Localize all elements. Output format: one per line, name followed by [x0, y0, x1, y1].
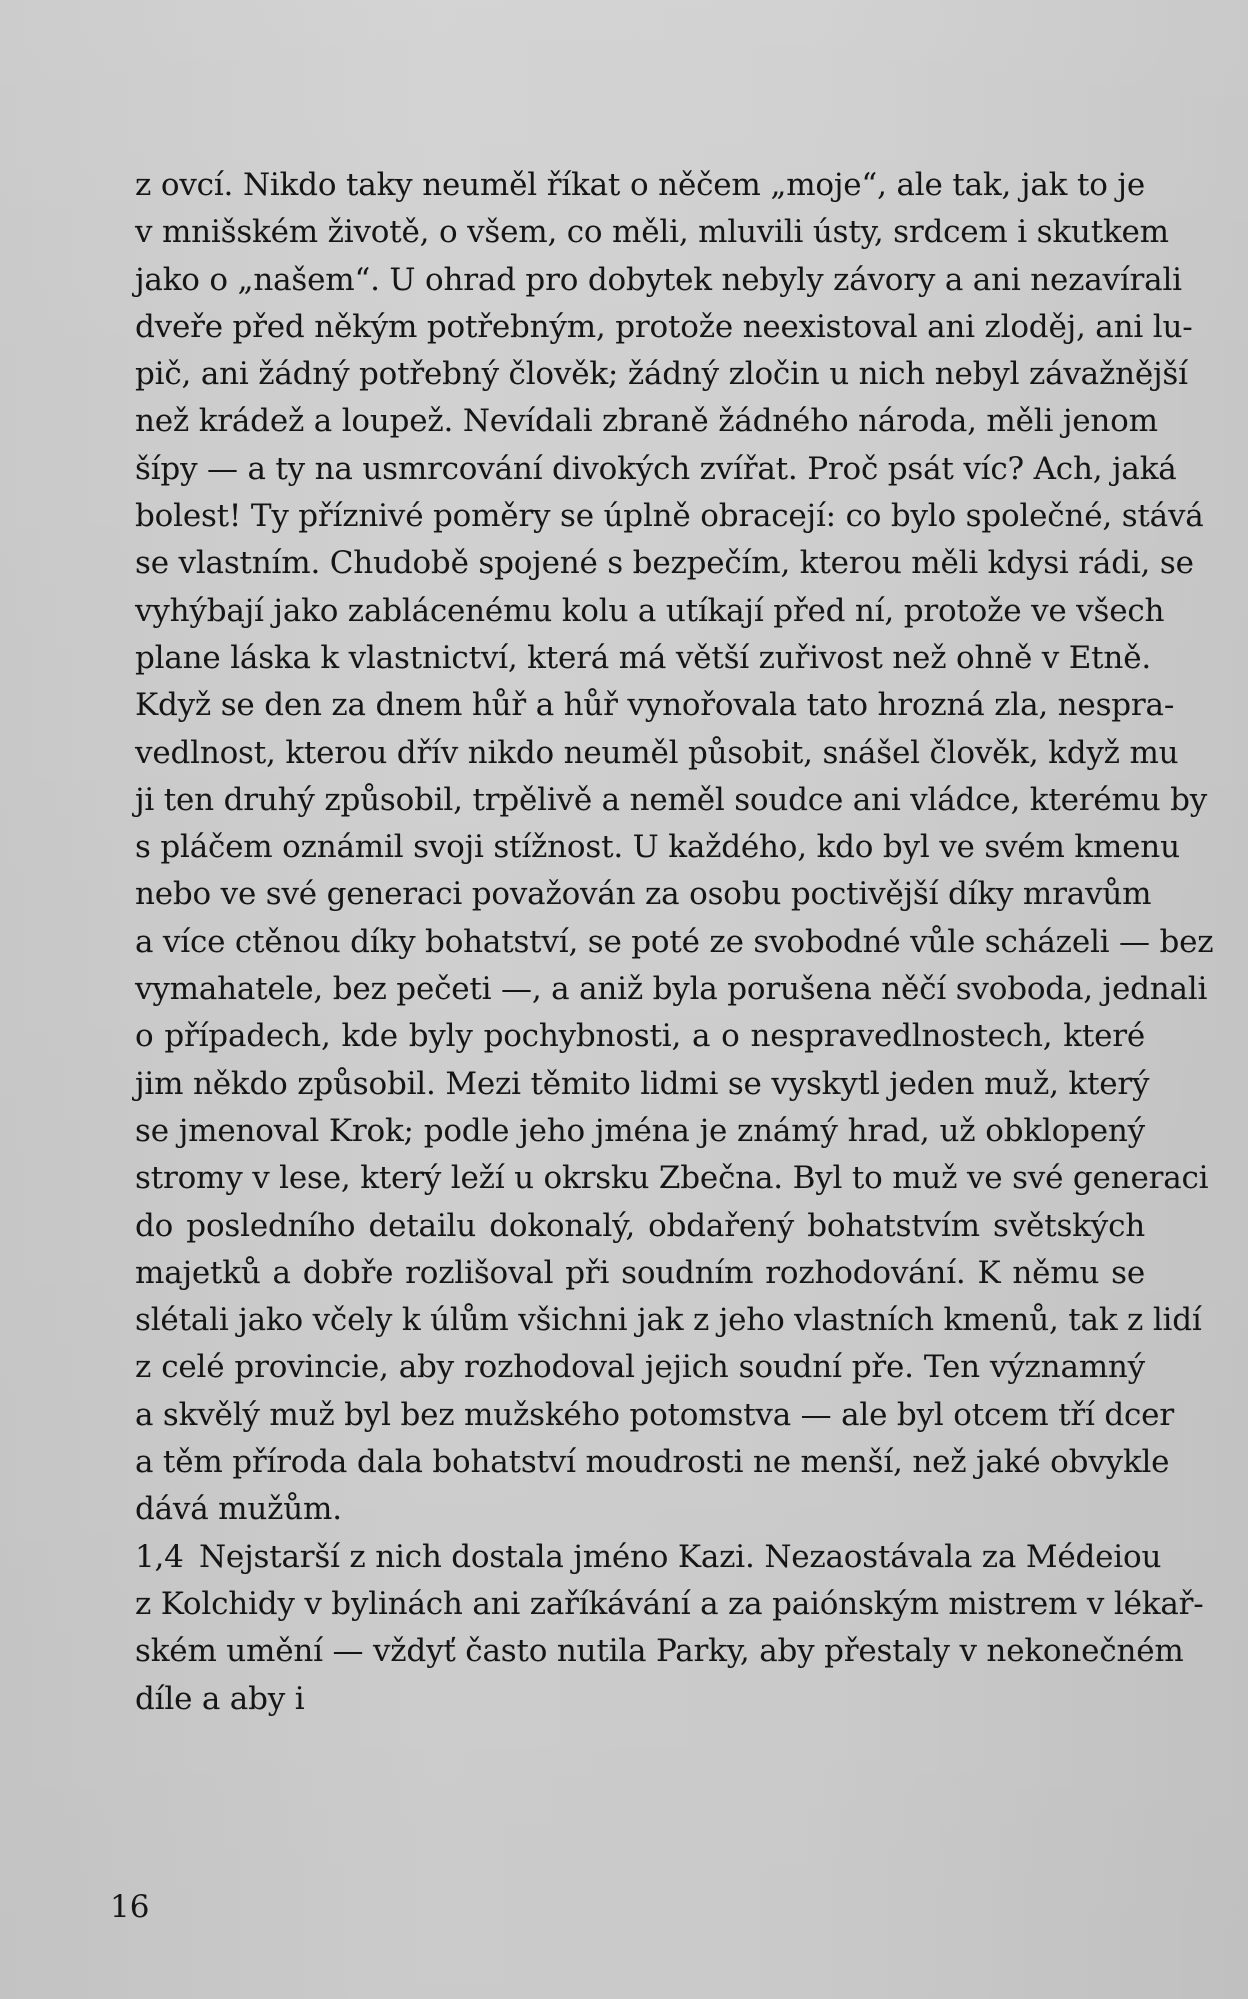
text-line: ském umění — vždyť často nutila Parky, aby přestaly v nekonečném: [135, 1633, 1184, 1670]
text-line: jim někdo způsobil. Mezi těmito lidmi se vyskytl jeden muž, který: [135, 1065, 1150, 1102]
body-text: [135, 162, 1214, 1723]
text-line: a skvělý muž byl bez mužského potomstva — ale byl otcem tří dcer: [135, 1396, 1174, 1433]
text-line: se vlastním. Chudobě spojené s bezpečím, kterou měli kdysi rádi, se: [135, 545, 1194, 582]
text-line: dveře před někým potřebným, protože neexistoval ani zloděj, ani lu-: [135, 308, 1193, 345]
text-line: plane láska k vlastnictví, která má větší zuřivost než ohně v Etně.: [135, 639, 1151, 676]
text-line: majetků a dobře rozlišoval při soudním rozhodování. K němu se: [135, 1254, 1145, 1291]
text-line: stromy v lese, který leží u okrsku Zbečna. Byl to muž ve své generaci: [135, 1160, 1209, 1197]
text-line: bolest! Ty příznivé poměry se úplně obracejí: co bylo společné, stává: [135, 498, 1204, 535]
text-line: se jmenoval Krok; podle jeho jména je známý hrad, už obklopený: [135, 1112, 1145, 1149]
text-line: vedlnost, kterou dřív nikdo neuměl působit, snášel člověk, když mu: [135, 734, 1179, 771]
text-line: vyhýbají jako zablácenému kolu a utíkají před ní, protože ve všech: [135, 592, 1165, 629]
text-line: slétali jako včely k úlům všichni jak z jeho vlastních kmenů, tak z lidí: [135, 1302, 1202, 1339]
text-line: a více ctěnou díky bohatství, se poté ze svobodné vůle scházeli — bez: [135, 923, 1214, 960]
text-line: z Kolchidy v bylinách ani zaříkávání a za paiónským mistrem v lékař-: [135, 1585, 1204, 1622]
page-number: 16: [110, 1889, 150, 1925]
text-line: jako o „našem“. U ohrad pro dobytek nebyly závory a ani nezavírali: [135, 261, 1182, 298]
text-line: z ovcí. Nikdo taky neuměl říkat o něčem „moje“, ale tak, jak to je: [135, 167, 1145, 203]
text-line: Když se den za dnem hůř a hůř vynořovala tato hrozná zla, nespra-: [135, 687, 1175, 724]
section-line: [135, 1534, 1162, 1581]
text-line: vymahatele, bez pečeti —, a aniž byla porušena něčí svoboda, jednali: [135, 971, 1208, 1008]
section-line-text: Nejstarší z nich dostala jméno Kazi. Nezaostávala za Médeiou: [199, 1538, 1162, 1575]
text-line: z celé provincie, aby rozhodoval jejich soudní pře. Ten významný: [135, 1349, 1145, 1386]
text-line: s pláčem oznámil svoji stížnost. U každého, kdo byl ve svém kmenu: [135, 829, 1180, 866]
text-line: šípy — a ty na usmrcování divokých zvířat. Proč psát víc? Ach, jaká: [135, 450, 1177, 487]
text-line: pič, ani žádný potřebný člověk; žádný zločin u nich nebyl závažnější: [135, 356, 1188, 393]
text-line: v mnišském životě, o všem, co měli, mluvili ústy, srdcem i skutkem: [135, 214, 1169, 251]
text-line: ji ten druhý způsobil, trpělivě a neměl soudce ani vládce, kterému by: [135, 781, 1208, 818]
text-line: než krádež a loupež. Nevídali zbraně žádného národa, měli jenom: [135, 403, 1158, 440]
text-line: nebo ve své generaci považován za osobu poctivější díky mravům: [135, 876, 1152, 913]
text-line: dává mužům.: [135, 1491, 342, 1528]
text-line: do posledního detailu dokonalý, obdařený bohatstvím světských: [135, 1207, 1145, 1244]
text-line: díle a aby i: [135, 1680, 305, 1717]
section-number: 1,4: [135, 1538, 184, 1575]
text-line: o případech, kde byly pochybnosti, a o nespravedlnostech, které: [135, 1018, 1145, 1055]
text-line: a těm příroda dala bohatství moudrosti ne menší, než jaké obvykle: [135, 1444, 1170, 1481]
